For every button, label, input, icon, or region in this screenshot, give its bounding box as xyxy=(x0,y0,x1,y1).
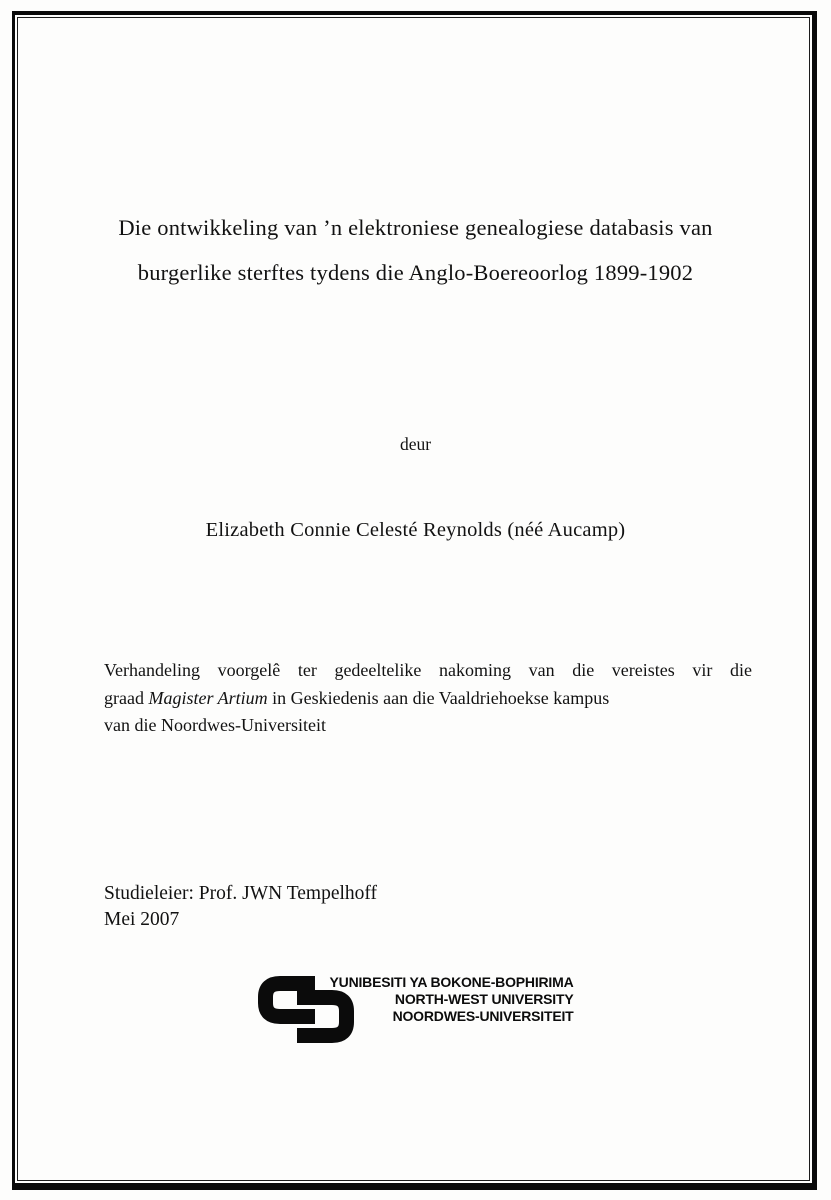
logo-text-afrikaans: NOORDWES-UNIVERSITEIT xyxy=(392,1008,574,1024)
date-line: Mei 2007 xyxy=(104,909,180,930)
degree-statement-line1: Verhandeling voorgelê ter gedeeltelike nakoming van die vereistes vir die xyxy=(104,660,752,680)
nwu-logo xyxy=(258,971,574,1051)
degree-statement-line3: van die Noordwes-Universiteit xyxy=(104,715,326,735)
degree-statement-line2-post: in Geskiedenis aan die Vaaldriehoekse kampus xyxy=(267,687,610,708)
degree-statement xyxy=(104,657,752,740)
degree-name-italic: Magister Artium xyxy=(148,687,268,708)
nwu-logo-text xyxy=(330,974,574,1025)
logo-text-english: NORTH-WEST UNIVERSITY xyxy=(394,991,574,1007)
thesis-title xyxy=(55,205,776,295)
degree-statement-line2 xyxy=(104,685,752,713)
thesis-title-line2: burgerlike sterftes tydens die Anglo-Boereoorlog 1899-1902 xyxy=(137,260,694,285)
supervisor-line: Studieleier: Prof. JWN Tempelhoff xyxy=(104,883,378,904)
thesis-title-line1: Die ontwikkeling van ’n elektroniese genealogiese databasis van xyxy=(118,215,713,240)
logo-text-setswana: YUNIBESITI YA BOKONE-BOPHIRIMA xyxy=(329,974,574,990)
supervisor-block xyxy=(104,881,377,933)
byline: deur xyxy=(399,434,432,454)
author-name: Elizabeth Connie Celesté Reynolds (néé Aucamp) xyxy=(205,519,626,541)
degree-statement-line2-pre: graad xyxy=(104,687,149,708)
